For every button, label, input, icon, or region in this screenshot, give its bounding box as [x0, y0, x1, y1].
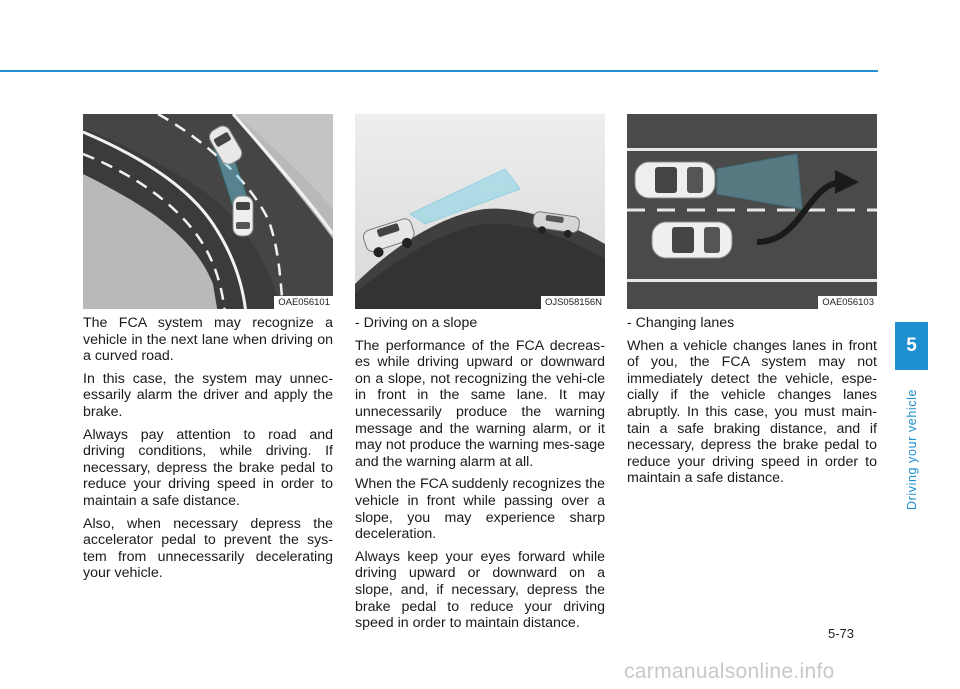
text-column-slope — [355, 315, 605, 638]
paragraph: When a vehicle changes lanes in front of you, the FCA system may not immediately detect the vehicle, espe-cially if the vehicle changes lanes abruptly. In this case, you must main-tain a safe braking distance, and if necessary, depress the brake pedal to reduce your driving speed in order to maintain a safe distance. — [627, 337, 877, 487]
paragraph: When the FCA suddenly recognizes the vehicle in front while passing over a slope, you may experience sharp deceleration. — [355, 476, 605, 543]
section-heading: - Changing lanes — [627, 315, 735, 331]
section-heading: - Driving on a slope — [355, 315, 478, 331]
header-rule — [0, 70, 878, 72]
text-column-curved-road — [83, 315, 333, 588]
paragraph: The FCA system may recognize a vehicle in the next lane when driving on a curved road. — [83, 315, 333, 365]
figure-lane-change — [627, 114, 877, 309]
curved-road-illustration — [83, 114, 333, 309]
paragraph: In this case, the system may unnec-essarily alarm the driver and apply the brake. — [83, 370, 333, 420]
paragraph: The performance of the FCA decreas-es while driving upward or downward on a slope, not recognizing the vehi-cle in front in the same lane. It may unnecessarily produce the warning message and the warning alarm, or it may not produce the warning mes-sage and the warning alarm at all. — [355, 337, 605, 470]
lane-change-illustration — [627, 114, 877, 309]
paragraph: Always pay attention to road and driving conditions, while driving. If necessary, depress the brake pedal to reduce your driving speed in order to maintain a safe distance. — [83, 426, 333, 509]
slope-illustration — [355, 114, 605, 309]
chapter-number-tab: 5 — [895, 322, 928, 370]
figure-code: OJS058156N — [541, 296, 605, 309]
paragraph: Also, when necessary depress the accelerator pedal to prevent the sys-tem from unnecessarily decelerating your vehicle. — [83, 515, 333, 582]
page-number: 5-73 — [828, 626, 855, 641]
figure-curved-road — [83, 114, 333, 309]
figure-slope — [355, 114, 605, 309]
text-column-lane-change — [627, 315, 877, 493]
paragraph: Always keep your eyes forward while driving upward or downward on a slope, and, if necessary, depress the brake pedal to reduce your driving speed in order to maintain distance. — [355, 548, 605, 632]
figure-code: OAE056103 — [818, 296, 877, 309]
watermark: carmanualsonline.info — [624, 660, 835, 683]
figure-code: OAE056101 — [274, 296, 333, 309]
chapter-title — [898, 380, 926, 510]
chapter-title-text: Driving your vehicle — [905, 388, 919, 510]
